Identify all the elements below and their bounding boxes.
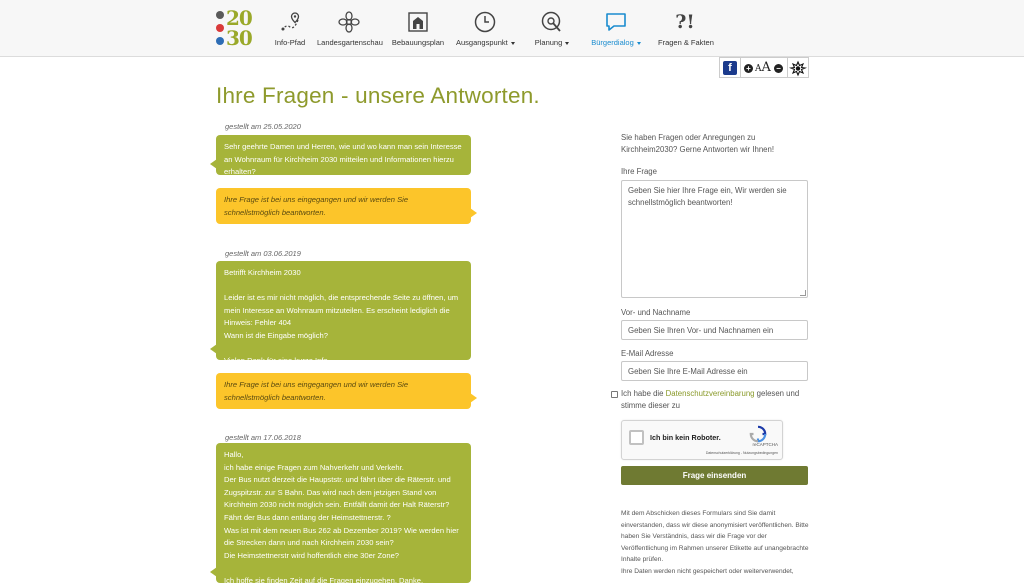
recaptcha-widget [621, 420, 783, 460]
contrast-toggle-icon[interactable] [790, 60, 806, 76]
nav-label: Bebauungsplan [391, 38, 445, 47]
nav-item-landesgartenschau[interactable] [317, 0, 381, 57]
consent-checkbox[interactable] [611, 391, 618, 398]
clock-icon [473, 10, 497, 34]
consent-text: Ich habe die Datenschutzvereinbarung gelesen und stimme dieser zu [621, 389, 800, 410]
privacy-link[interactable]: Datenschutzvereinbarung [665, 389, 755, 398]
nav-item-fragen-fakten[interactable] [658, 0, 712, 57]
form-disclaimer: Mit dem Abschicken dieses Formulars sind Sie damit einverstanden, dass wir diese anonymisiert veröffentlichen. Bitte haben Sie Verständnis, dass wir die Frage vor der Veröffentlichung im Rahmen unserer Etikette auf unangebrachte Inhalte prüfen. Ihre Daten werden nicht gespeichert oder weiterverwendet, [621, 510, 809, 575]
nav-label: Fragen & Fakten [658, 38, 714, 47]
form-intro: Sie haben Fragen oder Anregungen zu Kirchheim2030? Gerne Antworten wir Ihnen! [621, 133, 774, 154]
question-bubble: Betrifft Kirchheim 2030 Leider ist es mir nicht möglich, die entsprechende Seite zu öffnen, um mein Interesse an Wohnraum mitzuteilen. Es erscheint lediglich die Hinweis: Fehler 404 Wann ist die Eingabe möglich? Vielen Dank für eine kurze Info. [216, 261, 471, 360]
nav-item-buergerdialog[interactable] [590, 0, 642, 57]
resize-handle-icon[interactable] [800, 290, 806, 296]
chevron-down-icon [637, 42, 641, 45]
name-label: Vor- und Nachname [621, 308, 691, 317]
nav-label: Landesgartenschau [317, 38, 383, 47]
nav-label: Ausgangspunkt [456, 38, 514, 47]
top-navigation [0, 0, 1024, 57]
name-field[interactable]: Geben Sie Ihren Vor- und Nachnamen ein [621, 320, 808, 340]
submit-button[interactable]: Frage einsenden [621, 466, 808, 485]
nav-label: Info-Pfad [274, 38, 306, 47]
logo-text-bottom: 30 [226, 26, 252, 50]
email-label: E-Mail Adresse [621, 349, 674, 358]
divider [740, 58, 741, 77]
logo-dot-red [216, 24, 224, 32]
question-exclamation-icon: ?! [675, 11, 695, 33]
question-date: gestellt am 17.06.2018 [225, 433, 301, 442]
recaptcha-logo-icon [749, 425, 767, 443]
recaptcha-label: Ich bin kein Roboter. [650, 433, 721, 442]
recaptcha-links[interactable]: Datenschutzerklärung - Nutzungsbedingungen [705, 451, 778, 455]
logo[interactable] [215, 6, 255, 50]
nav-item-bebauungsplan[interactable] [390, 0, 446, 57]
font-decrease-button[interactable]: − [774, 64, 783, 73]
map-pin-icon [278, 10, 302, 34]
email-field[interactable]: Geben Sie Ihre E-Mail Adresse ein [621, 361, 808, 381]
nav-item-planung[interactable] [532, 0, 572, 57]
font-size-icon: AA [755, 60, 771, 75]
recaptcha-checkbox[interactable] [629, 430, 644, 445]
nav-label: Bürgerdialog [590, 38, 642, 47]
logo-text-top: 20 [226, 6, 252, 30]
page-title: Ihre Fragen - unsere Antworten. [216, 83, 540, 108]
logo-dot-blue [216, 37, 224, 45]
accessibility-toolbar [719, 57, 809, 78]
question-bubble: Sehr geehrte Damen und Herren, wie und wo kann man sein Interesse an Wohnraum für Kirchheim 2030 mitteilen und Informationen hierzu erhalten? [216, 135, 471, 175]
divider [787, 58, 788, 77]
question-bubble: Hallo, ich habe einige Fragen zum Nahverkehr und Verkehr. Der Bus nutzt derzeit die Haupststr. und fährt über die Räterstr. und Zugspitzstr. zur S Bahn. Das wird nach dem jetzigen Stand von Kirchheim 2030 nicht möglich sein. Entfällt damit der Halt Räterstr? Fährt der Bus dann entlang der Heimstettnerstr. ? Was ist mit dem neuen Bus 262 ab Dezember 2019? Wie werden hier die Strecken dann und nach Kirchheim 2030 sein? Die Heimstettnerstr wird hoffentlich eine 30er Zone? Ich hoffe sie finden Zeit auf die Fragen einzugehen. Danke. [216, 443, 471, 583]
answer-bubble: Ihre Frage ist bei uns eingegangen und wir werden Sie schnellstmöglich beantworten. [216, 373, 471, 409]
logo-dot-grey [216, 11, 224, 19]
house-plan-icon [406, 10, 430, 34]
recaptcha-brand: reCAPTCHA [752, 442, 778, 447]
font-increase-button[interactable]: + [744, 64, 753, 73]
chevron-down-icon [511, 42, 515, 45]
question-label: Ihre Frage [621, 167, 657, 176]
nav-label: Planung [532, 38, 572, 47]
facebook-icon[interactable]: f [723, 61, 737, 75]
nav-item-info-pfad[interactable] [270, 0, 310, 57]
question-date: gestellt am 03.06.2019 [225, 249, 301, 258]
question-textarea[interactable]: Geben Sie hier Ihre Frage ein, Wir werden sie schnellstmöglich beantworten! [621, 180, 808, 298]
planning-icon [540, 10, 564, 34]
nav-item-ausgangspunkt[interactable] [456, 0, 514, 57]
question-date: gestellt am 25.05.2020 [225, 122, 301, 131]
speech-bubble-icon [604, 10, 628, 34]
answer-bubble: Ihre Frage ist bei uns eingegangen und wir werden Sie schnellstmöglich beantworten. [216, 188, 471, 224]
chevron-down-icon [565, 42, 569, 45]
flower-icon [337, 10, 361, 34]
